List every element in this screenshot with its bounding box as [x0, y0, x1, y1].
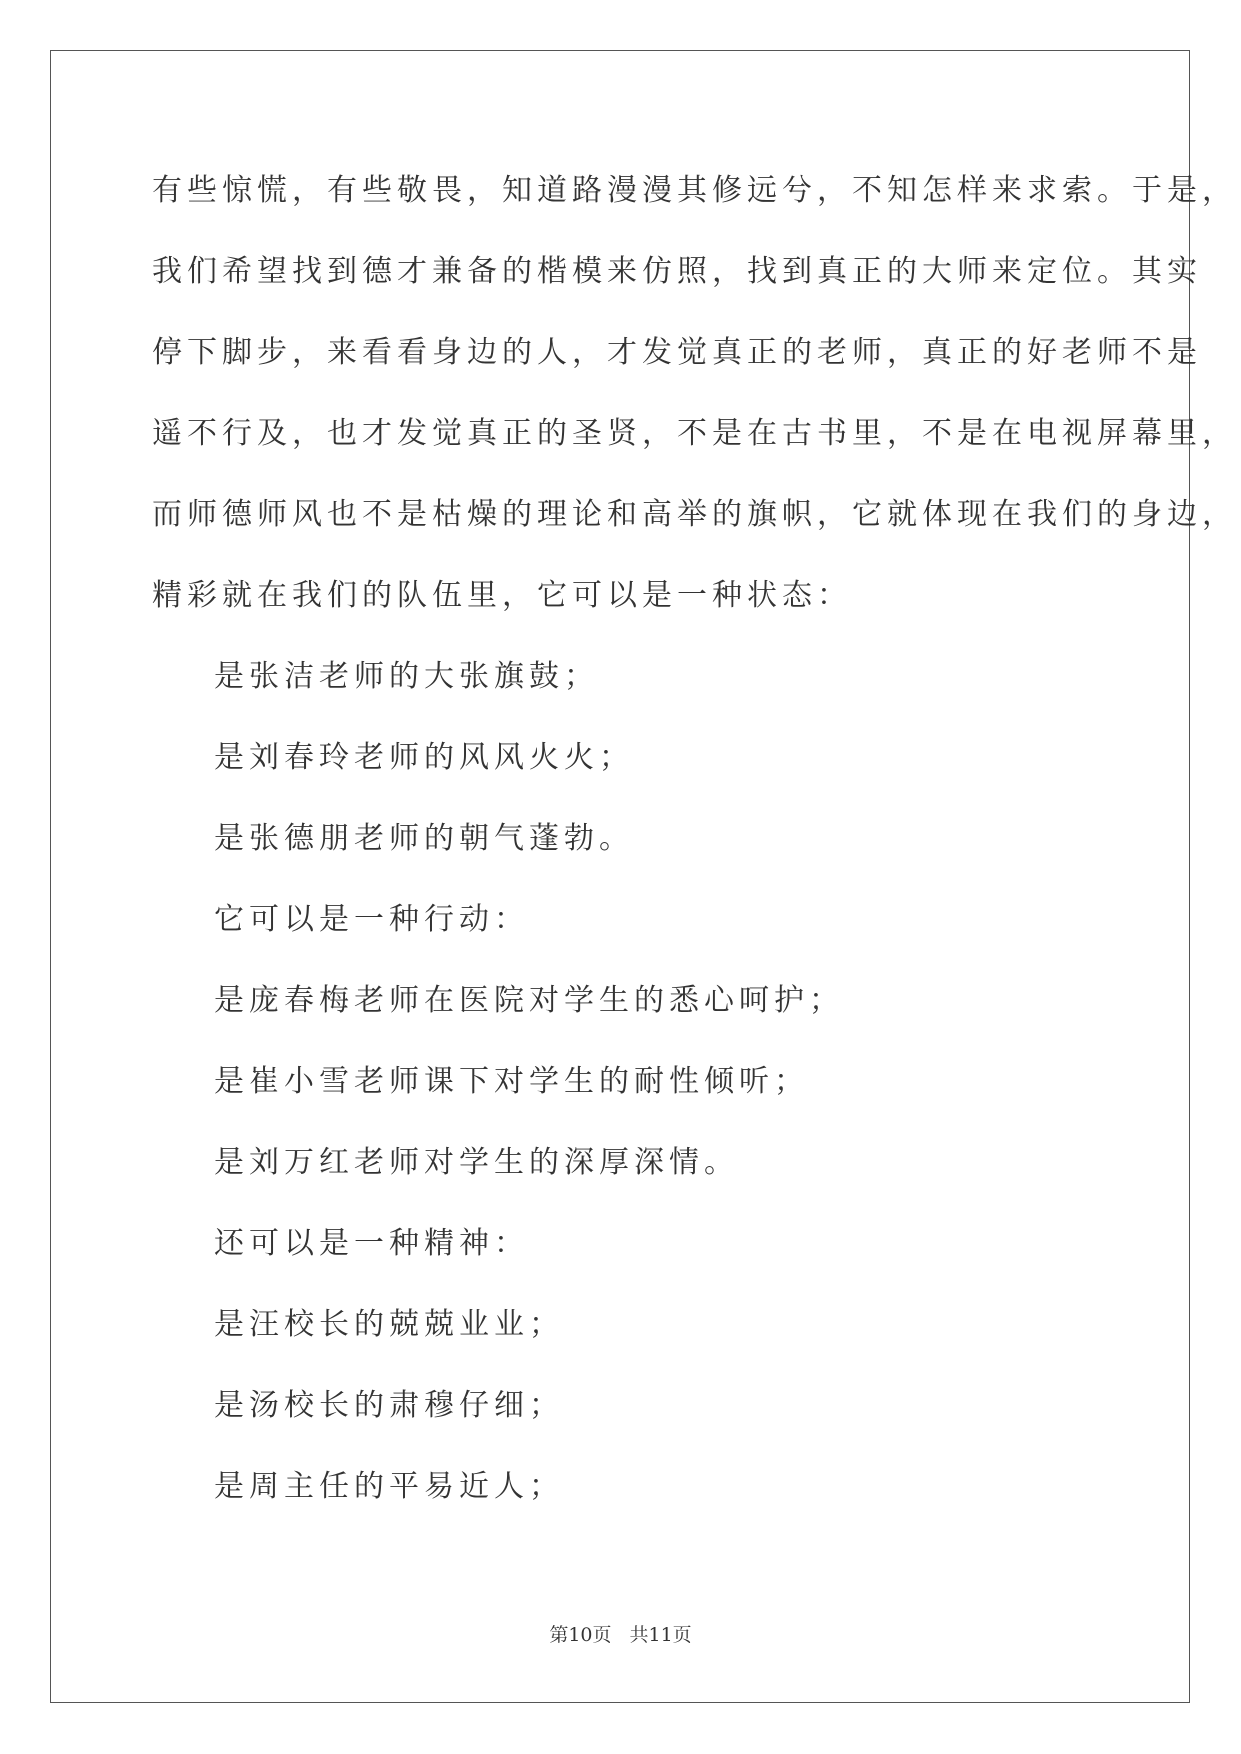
body-line: 我们希望找到德才兼备的楷模来仿照，找到真正的大师来定位。其实 [152, 254, 1202, 289]
body-line: 是庞春梅老师在医院对学生的悉心呵护； [214, 983, 844, 1018]
body-line: 它可以是一种行动： [214, 902, 529, 937]
body-line: 是汪校长的兢兢业业； [214, 1307, 564, 1342]
body-line: 是张洁老师的大张旗鼓； [214, 659, 599, 694]
body-line: 还可以是一种精神： [214, 1226, 529, 1261]
body-line: 是刘春玲老师的风风火火； [214, 740, 634, 775]
body-line: 是汤校长的肃穆仔细； [214, 1388, 564, 1423]
body-line: 有些惊慌，有些敬畏，知道路漫漫其修远兮，不知怎样来求索。于是， [152, 173, 1237, 208]
body-line: 是张德朋老师的朝气蓬勃。 [214, 821, 634, 856]
body-line: 是刘万红老师对学生的深厚深情。 [214, 1145, 739, 1180]
body-line: 停下脚步，来看看身边的人，才发觉真正的老师，真正的好老师不是 [152, 335, 1202, 370]
current-page-number: 第10页 [549, 1624, 612, 1646]
document-body [152, 150, 1237, 1527]
body-line: 是崔小雪老师课下对学生的耐性倾听； [214, 1064, 809, 1099]
body-line: 遥不行及，也才发觉真正的圣贤，不是在古书里，不是在电视屏幕里， [152, 416, 1237, 451]
body-line: 而师德师风也不是枯燥的理论和高举的旗帜，它就体现在我们的身边， [152, 497, 1237, 532]
page-footer [0, 1620, 1241, 1647]
body-line: 精彩就在我们的队伍里，它可以是一种状态： [152, 578, 852, 613]
total-pages: 共11页 [629, 1624, 692, 1646]
body-line: 是周主任的平易近人； [214, 1469, 564, 1504]
